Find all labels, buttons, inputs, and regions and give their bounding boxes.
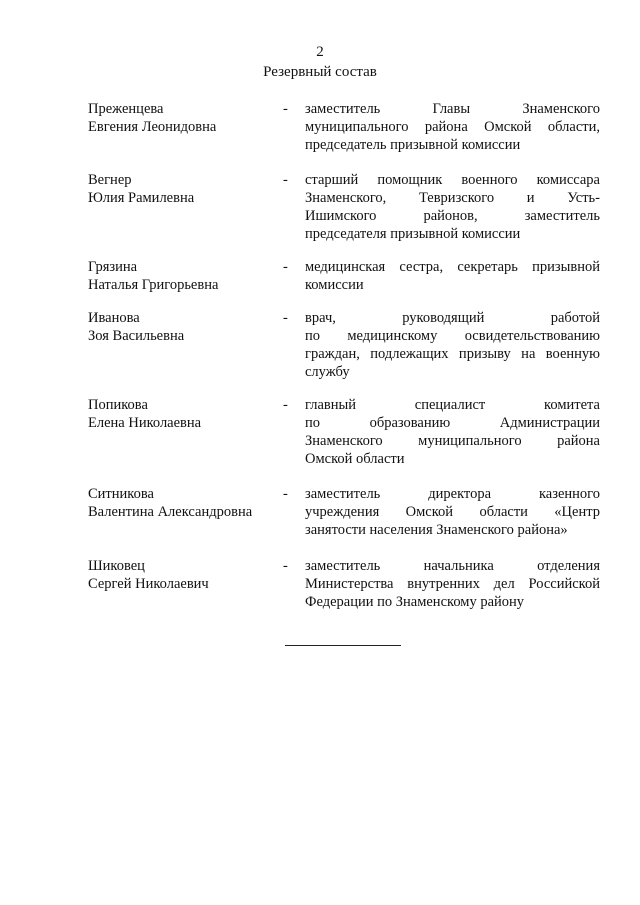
role-line: заместитель Главы Знаменского: [305, 101, 600, 117]
member-given-name: Сергей Николаевич: [88, 576, 209, 592]
dash-separator: -: [283, 486, 288, 502]
member-role: [305, 258, 600, 294]
role-line: председателя призывной комиссии: [305, 226, 521, 242]
member-given-name: Зоя Васильевна: [88, 328, 185, 344]
member-name: [88, 485, 278, 521]
member-role: [305, 100, 600, 154]
dash-separator: -: [283, 259, 288, 275]
end-rule: [285, 645, 401, 646]
member-name: [88, 100, 278, 136]
member-role: [305, 557, 600, 611]
role-line: медицинская сестра, секретарь призывной: [305, 259, 600, 275]
member-given-name: Елена Николаевна: [88, 415, 202, 431]
role-line: врач, руководящий работой: [305, 310, 600, 326]
dash-separator: -: [283, 558, 288, 574]
role-line: Омской области: [305, 451, 405, 467]
member-surname: Грязина: [88, 259, 138, 275]
role-line: граждан, подлежащих призыву на военную: [305, 346, 600, 362]
role-line: Министерства внутренних дел Российской: [305, 576, 600, 592]
member-role: [305, 171, 600, 243]
member-name: [88, 258, 278, 294]
member-name: [88, 171, 278, 207]
member-name: [88, 557, 278, 593]
role-line: учреждения Омской области «Центр: [305, 504, 600, 520]
role-line: Знаменского муниципального района: [305, 433, 600, 449]
member-surname: Ситникова: [88, 486, 154, 502]
member-given-name: Евгения Леонидовна: [88, 119, 217, 135]
dash-separator: -: [283, 172, 288, 188]
member-given-name: Валентина Александровна: [88, 504, 253, 520]
role-line: заместитель начальника отделения: [305, 558, 600, 574]
page-number: 2: [316, 44, 324, 60]
role-line: председатель призывной комиссии: [305, 137, 521, 153]
role-line: Знаменского, Тевризского и Усть-: [305, 190, 600, 206]
role-line: занятости населения Знаменского района»: [305, 522, 568, 538]
role-line: главный специалист комитета: [305, 397, 600, 413]
member-role: [305, 309, 600, 381]
member-surname: Вегнер: [88, 172, 132, 188]
role-line: комиссии: [305, 277, 364, 293]
role-line: заместитель директора казенного: [305, 486, 600, 502]
role-line: по образованию Администрации: [305, 415, 600, 431]
member-given-name: Наталья Григорьевна: [88, 277, 219, 293]
role-line: по медицинскому освидетельствованию: [305, 328, 600, 344]
member-surname: Преженцева: [88, 101, 164, 117]
member-surname: Попикова: [88, 397, 148, 413]
section-title: Резервный состав: [263, 64, 377, 80]
dash-separator: -: [283, 310, 288, 326]
member-surname: Иванова: [88, 310, 140, 326]
member-role: [305, 485, 600, 539]
dash-separator: -: [283, 397, 288, 413]
role-line: старший помощник военного комиссара: [305, 172, 600, 188]
member-name: [88, 396, 278, 432]
role-line: службу: [305, 364, 350, 380]
role-line: муниципального района Омской области,: [305, 119, 600, 135]
member-given-name: Юлия Рамилевна: [88, 190, 195, 206]
member-surname: Шиковец: [88, 558, 145, 574]
member-name: [88, 309, 278, 345]
dash-separator: -: [283, 101, 288, 117]
role-line: Федерации по Знаменскому району: [305, 594, 525, 610]
member-role: [305, 396, 600, 468]
role-line: Ишимского районов, заместитель: [305, 208, 600, 224]
